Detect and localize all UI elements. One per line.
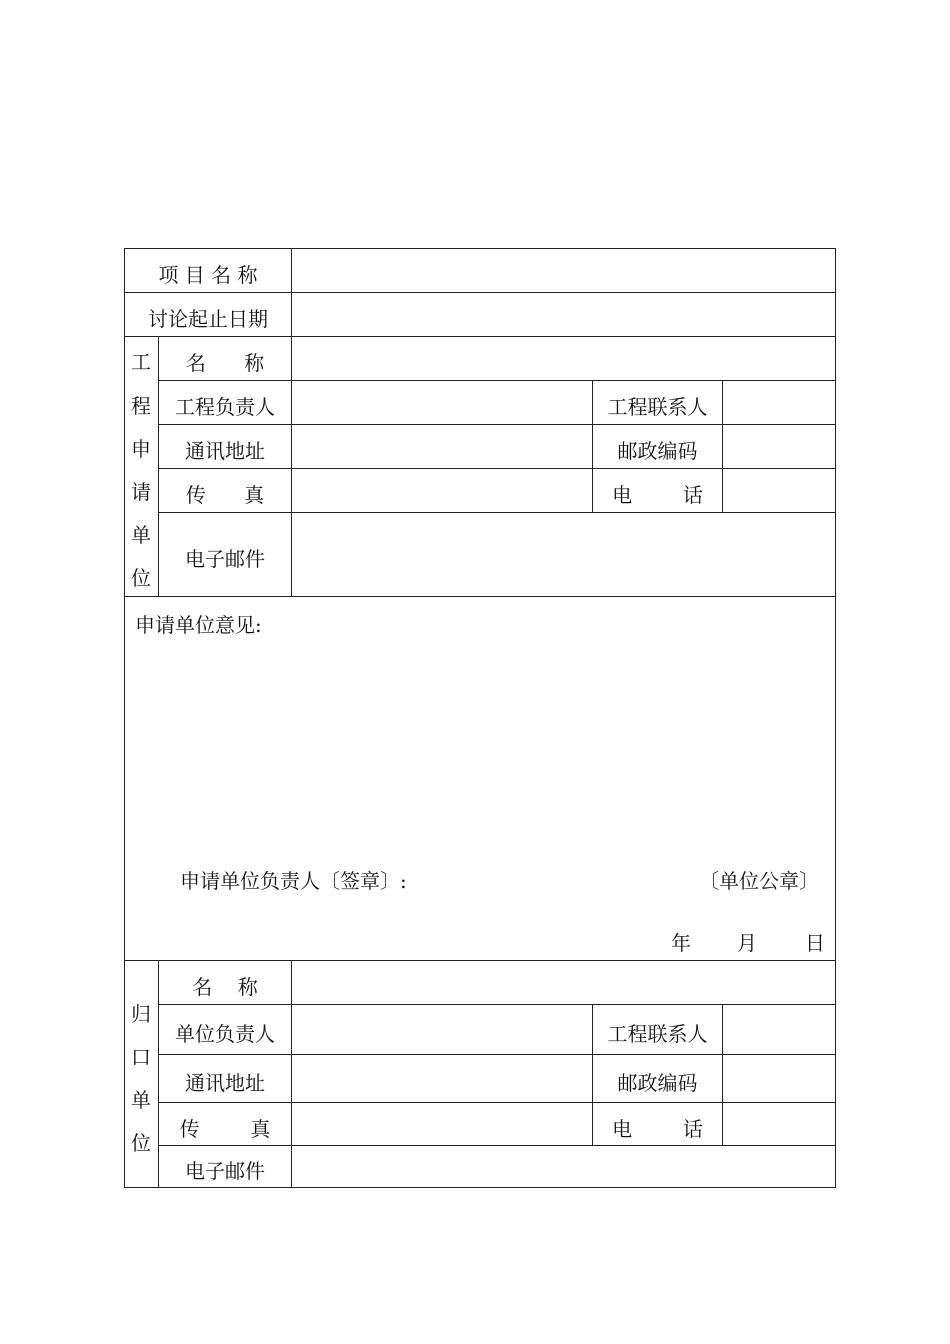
owner-address-label: 通讯地址	[185, 1071, 265, 1095]
applicant-postcode-label: 邮政编码	[617, 439, 698, 463]
owner-address-field[interactable]	[292, 1055, 592, 1102]
owner-postcode-label: 邮政编码	[617, 1071, 698, 1095]
unit-seal-label: 〔单位公章〕	[699, 869, 819, 893]
owner-email-label: 电子邮件	[185, 1159, 265, 1183]
applicant-postcode-field[interactable]	[723, 425, 835, 468]
unit-lead-field[interactable]	[292, 1005, 592, 1054]
applicant-opinion-heading: 申请单位意见:	[135, 613, 262, 637]
date-year-label: 年	[671, 931, 691, 955]
owner-fax-field[interactable]	[292, 1103, 592, 1145]
applicant-fax-label: 传 真	[185, 483, 265, 507]
owner-project-contact-label: 工程联系人	[607, 1022, 708, 1046]
applicant-address-label: 通讯地址	[185, 439, 265, 463]
project-lead-field[interactable]	[292, 381, 592, 424]
applicant-name-label: 名 称	[185, 351, 265, 375]
project-name-label: 项 目 名 称	[158, 263, 258, 287]
owner-postcode-field[interactable]	[723, 1055, 835, 1102]
applicant-fax-field[interactable]	[292, 469, 592, 512]
applicant-unit-group-label: 工 程 申 请 单 位	[131, 350, 151, 590]
owner-name-field[interactable]	[292, 961, 835, 1004]
owner-phone-label: 电 话	[612, 1117, 703, 1141]
signature-label: 申请单位负责人〔签章〕:	[180, 869, 407, 893]
applicant-email-field[interactable]	[292, 513, 835, 596]
applicant-name-field[interactable]	[292, 337, 835, 380]
unit-lead-label: 单位负责人	[175, 1022, 275, 1046]
registration-form-table	[124, 248, 836, 1188]
applicant-phone-field[interactable]	[723, 469, 835, 512]
project-lead-label: 工程负责人	[175, 395, 275, 419]
owner-phone-field[interactable]	[723, 1103, 835, 1145]
applicant-email-label: 电子邮件	[185, 547, 265, 571]
date-month-label: 月	[737, 931, 757, 955]
applicant-phone-label: 电 话	[612, 483, 703, 507]
date-day-label: 日	[805, 931, 825, 955]
owner-project-contact-field[interactable]	[723, 1005, 835, 1054]
project-name-field[interactable]	[292, 249, 835, 292]
project-contact-label: 工程联系人	[607, 395, 708, 419]
discussion-period-label: 讨论起止日期	[148, 307, 268, 331]
applicant-address-field[interactable]	[292, 425, 592, 468]
discussion-period-field[interactable]	[292, 293, 835, 336]
owner-fax-label: 传 真	[179, 1117, 271, 1141]
project-contact-field[interactable]	[723, 381, 835, 424]
applicant-opinion-area[interactable]	[125, 641, 835, 861]
owner-unit-group-label: 归 口 单 位	[131, 1002, 151, 1155]
owner-name-label: 名 称	[192, 975, 258, 999]
owner-email-field[interactable]	[292, 1146, 835, 1187]
